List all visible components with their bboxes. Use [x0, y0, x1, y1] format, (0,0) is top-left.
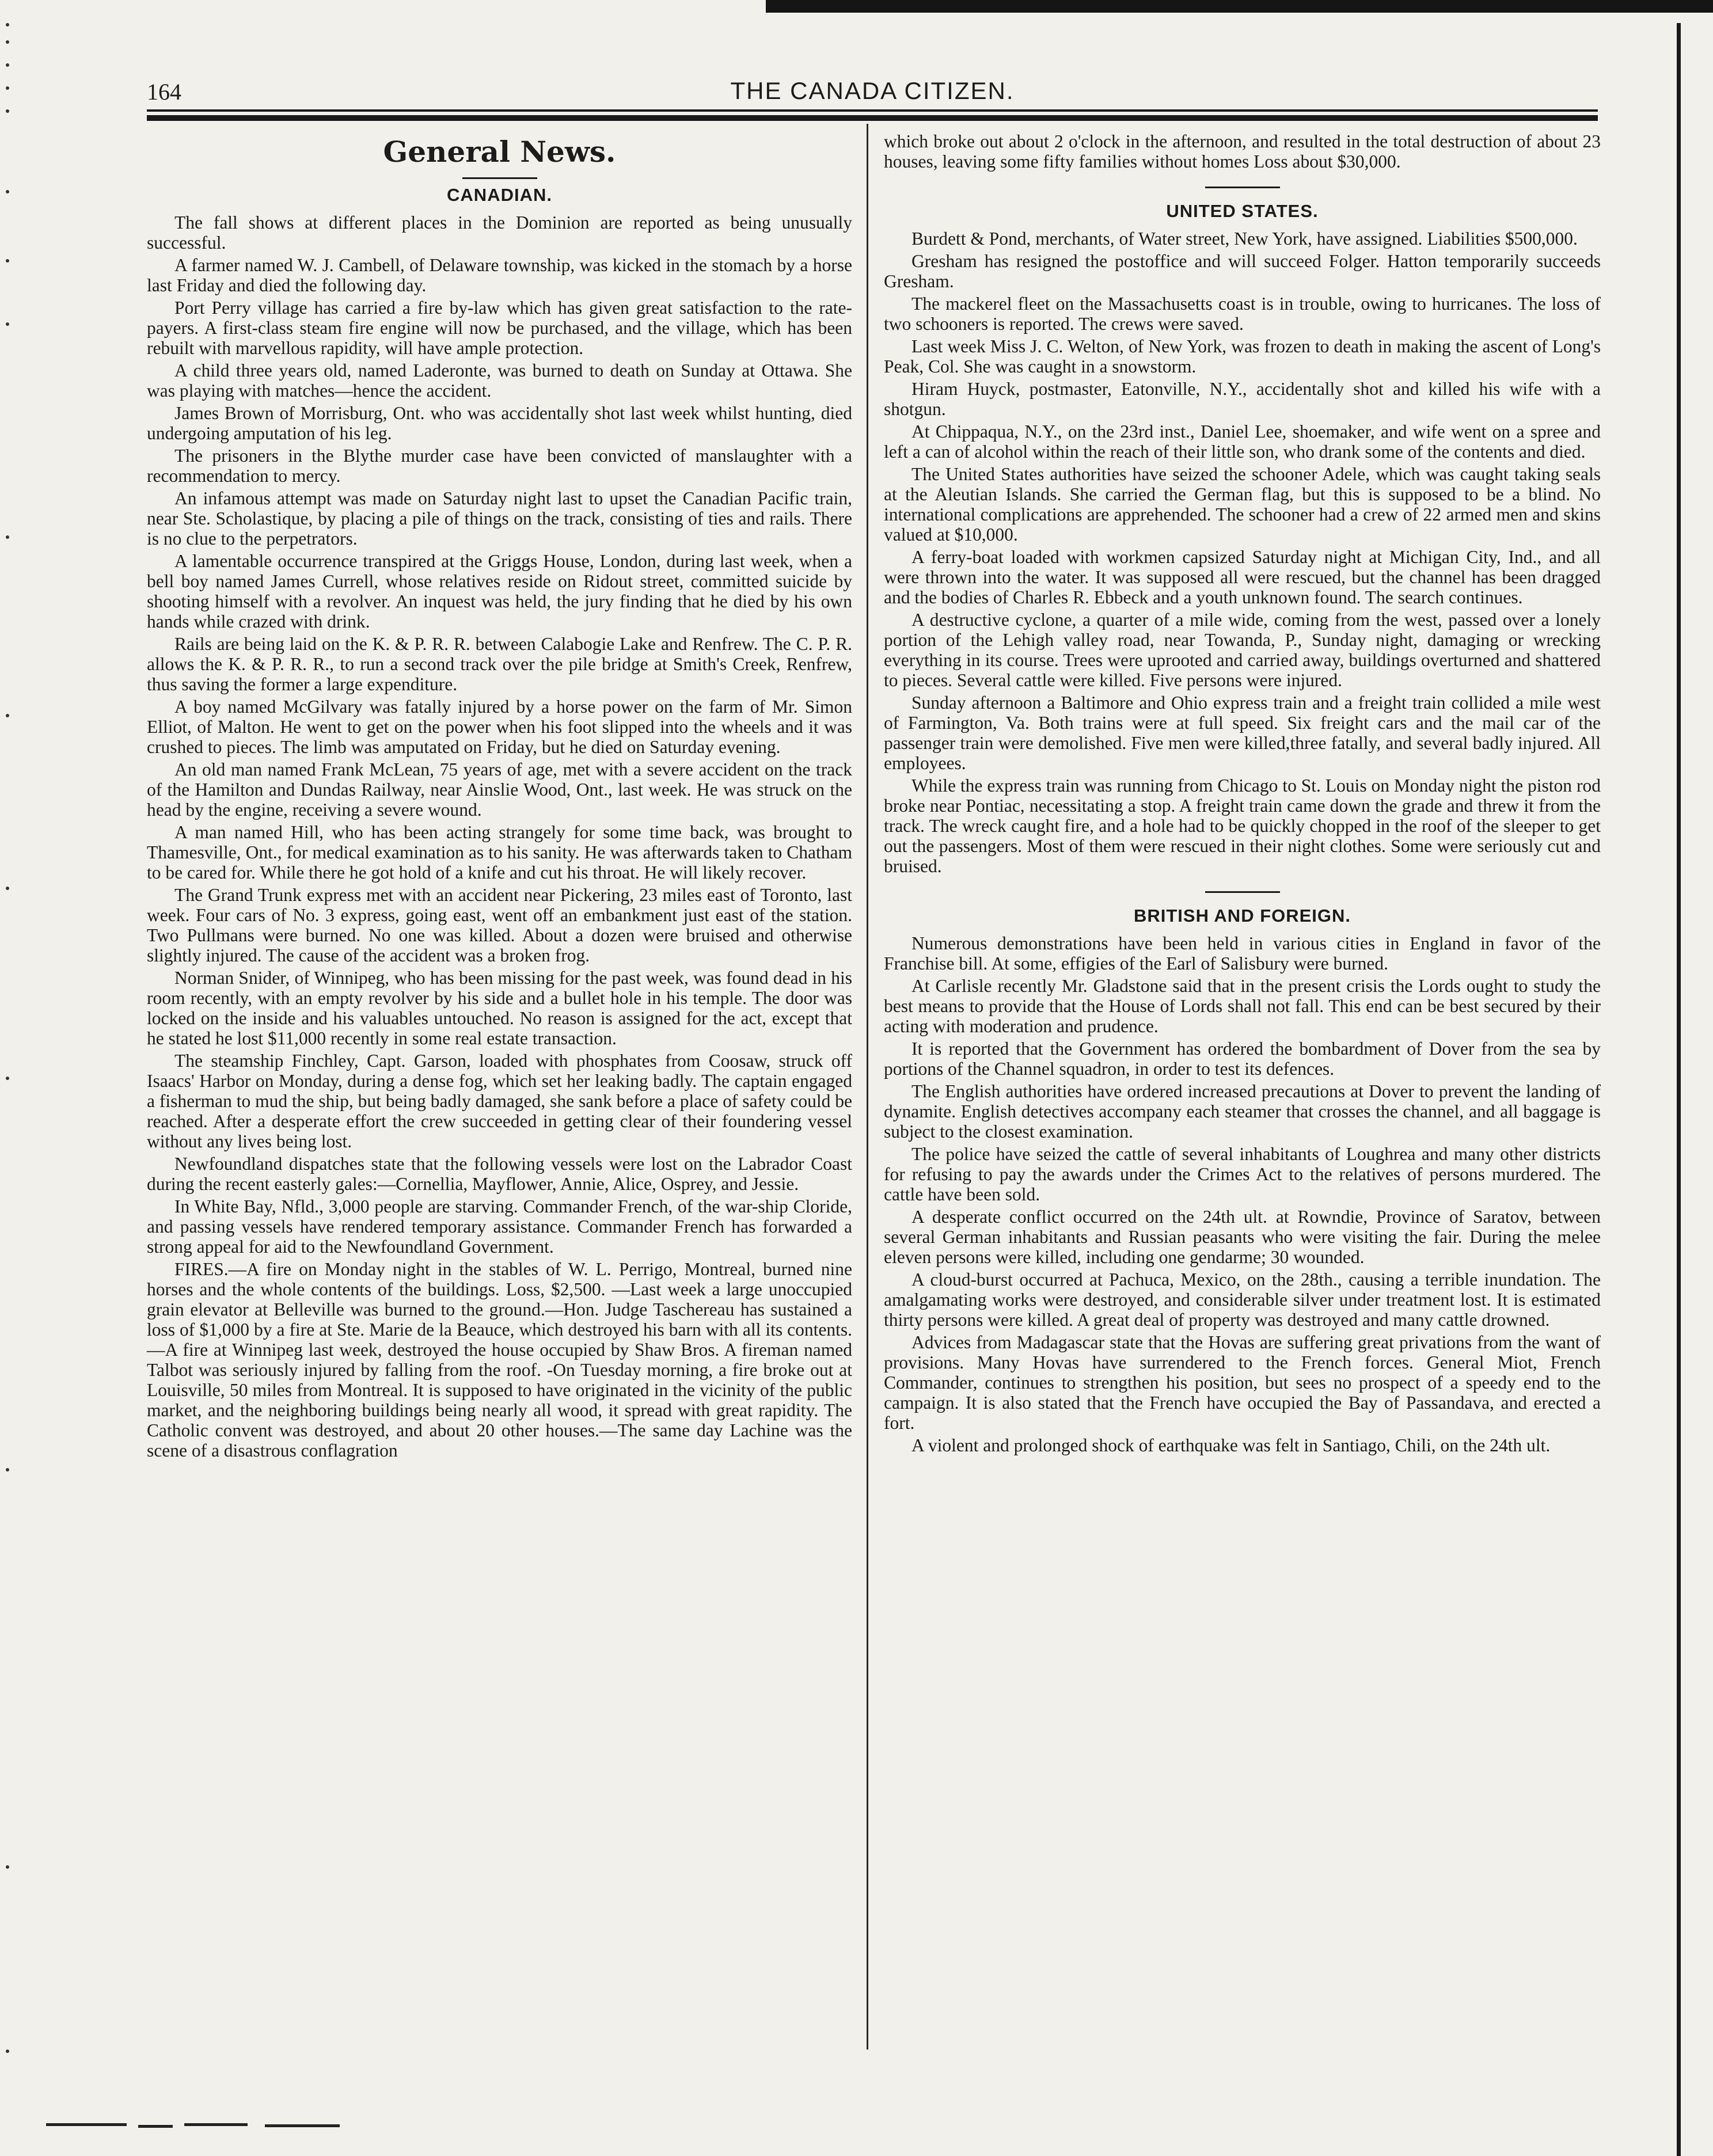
news-item: Last week Miss J. C. Welton, of New York, was frozen to death in making the ascent of Long's Peak, Col. She was caught in a snowstorm.	[884, 336, 1601, 377]
left-column	[147, 131, 852, 1463]
news-item: The police have seized the cattle of several inhabitants of Loughrea and many other districts for refusing to pay the awards under the Crimes Act to the relatives of persons murdered. The cattle have been sold.	[884, 1144, 1601, 1204]
news-item: Advices from Madagascar state that the Hovas are suffering great privations from the want of provisions. Many Hovas have surrendered to the French forces. General Miot, French Commander, continues to strengthen his position, but sees no prospect of a speedy end to the campaign. It is also stated that the French have occupied the Bay of Passandava, and erected a fort.	[884, 1332, 1601, 1433]
news-item: Hiram Huyck, postmaster, Eatonville, N.Y., accidentally shot and killed his wife with a shotgun.	[884, 379, 1601, 419]
news-item: An infamous attempt was made on Saturday night last to upset the Canadian Pacific train, near Ste. Scholastique, by placing a pile of things on the track, consisting of ties and rails. There is no clue to the perpetrators.	[147, 488, 852, 549]
news-item: James Brown of Morrisburg, Ont. who was accidentally shot last week whilst hunting, died undergoing amputation of his leg.	[147, 403, 852, 443]
page-number: 164	[147, 79, 181, 105]
news-item: The mackerel fleet on the Massachusetts coast is in trouble, owing to hurricanes. The loss of two schooners is reported. The crews were saved.	[884, 294, 1601, 334]
newspaper-title: THE CANADA CITIZEN.	[730, 77, 1015, 104]
news-item: At Chippaqua, N.Y., on the 23rd inst., Daniel Lee, shoemaker, and wife went on a spree and left a can of alcohol within the reach of their little son, who drank some of the contents and died.	[884, 421, 1601, 462]
page-edge-rule	[1677, 23, 1681, 2156]
news-item: The United States authorities have seized the schooner Adele, which was caught taking seals at the Aleutian Islands. She carried the German flag, but this is supposed to be a blind. No international complications are apprehended. The schooner had a crew of 22 armed men and skins valued at $10,000.	[884, 464, 1601, 545]
subhead-british-foreign: BRITISH AND FOREIGN.	[1133, 906, 1351, 926]
news-item: Newfoundland dispatches state that the following vessels were lost on the Labrador Coast during the recent easterly gales:—Cornellia, Mayflower, Annie, Alice, Osprey, and Jessie.	[147, 1154, 852, 1194]
news-item: In White Bay, Nfld., 3,000 people are starving. Commander French, of the war-ship Cloride, and passing vessels have rendered temporary assistance. Commander French has forwarded a strong appeal for aid to the Newfoundland Government.	[147, 1196, 852, 1257]
news-item: A desperate conflict occurred on the 24th ult. at Rowndie, Province of Saratov, between several German inhabitants and Russian peasants who were visiting the fair. During the melee eleven persons were killed, including one gendarme; 30 wounded.	[884, 1207, 1601, 1267]
news-item: It is reported that the Government has ordered the bombardment of Dover from the sea by portions of the Channel squadron, in order to test its defences.	[884, 1039, 1601, 1079]
section-title: General News.	[383, 135, 616, 169]
section-rule	[462, 177, 537, 179]
us-articles	[884, 229, 1601, 876]
news-item: A lamentable occurrence transpired at the Griggs House, London, during last week, when a bell boy named James Currell, whose relatives reside on Ridout street, committed suicide by shooting himself with a revolver. An inquest was held, the jury finding that he died by his own hands while crazed with drink.	[147, 551, 852, 632]
column-divider	[867, 124, 868, 2049]
news-item: An old man named Frank McLean, 75 years of age, met with a severe accident on the track of the Hamilton and Dundas Railway, near Ainslie Wood, Ont., last week. He was struck on the head by the engine, receiving a severe wound.	[147, 759, 852, 820]
news-item: A child three years old, named Laderonte, was burned to death on Sunday at Ottawa. She was playing with matches—hence the accident.	[147, 360, 852, 401]
section-rule	[1205, 187, 1280, 188]
continued-text: which broke out about 2 o'clock in the afternoon, and resulted in the total destruction of about 23 houses, leaving some fifty families without homes Loss about $30,000.	[884, 131, 1601, 172]
news-item: The steamship Finchley, Capt. Garson, loaded with phosphates from Coosaw, struck off Isaacs' Harbor on Monday, during a dense fog, which set her leaking badly. The captain engaged a fisherman to mud the ship, but being badly damaged, she sank before a place of safety could be reached. After a desperate effort the crew succeeded in getting clear of their foundering vessel without any lives being lost.	[147, 1051, 852, 1151]
news-item: The English authorities have ordered increased precautions at Dover to prevent the landing of dynamite. English detectives accompany each steamer that crosses the channel, and all baggage is subject to the closest examination.	[884, 1081, 1601, 1142]
subhead-united-states: UNITED STATES.	[1166, 201, 1319, 221]
news-item: Sunday afternoon a Baltimore and Ohio express train and a freight train collided a mile west of Farmington, Va. Both trains were at full speed. Six freight cars and the mail car of the passenger train were demolished. Five men were killed,three fatally, and several badly injured. All employees.	[884, 693, 1601, 773]
top-ink-bar	[766, 0, 1713, 13]
header-rule-thick	[147, 115, 1598, 121]
news-item: The Grand Trunk express met with an accident near Pickering, 23 miles east of Toronto, last week. Four cars of No. 3 express, going east, went off an embankment just east of the station. Two Pullmans were burned. No one was killed. About a dozen were bruised and otherwise slightly injured. The cause of the accident was a broken frog.	[147, 885, 852, 965]
print-smudge	[46, 2120, 345, 2130]
news-item: A violent and prolonged shock of earthquake was felt in Santiago, Chili, on the 24th ult.	[911, 1435, 1551, 1455]
news-item: The fall shows at different places in the Dominion are reported as being unusually successful.	[147, 212, 852, 253]
right-column	[884, 131, 1601, 1458]
subhead-canadian: CANADIAN.	[447, 185, 552, 205]
news-item: Rails are being laid on the K. & P. R. R. between Calabogie Lake and Renfrew. The C. P. R. allows the K. & P. R. R., to run a second track over the pile bridge at Smith's Creek, Renfrew, thus saving the former a large expenditure.	[147, 634, 852, 694]
news-item: A farmer named W. J. Cambell, of Delaware township, was kicked in the stomach by a horse last Friday and died the following day.	[147, 255, 852, 295]
binding-margin	[0, 0, 17, 2156]
page-header	[147, 74, 1598, 108]
news-item: Burdett & Pond, merchants, of Water street, New York, have assigned. Liabilities $500,000.	[911, 229, 1578, 249]
news-item: Gresham has resigned the postoffice and will succeed Folger. Hatton temporarily succeeds Gresham.	[884, 251, 1601, 291]
news-item: A cloud-burst occurred at Pachuca, Mexico, on the 28th., causing a terrible inundation. The amalgamating works were destroyed, and considerable silver under treatment lost. It is estimated thirty persons were killed. A great deal of property was destroyed and many cattle drowned.	[884, 1269, 1601, 1330]
news-item: A boy named McGilvary was fatally injured by a horse power on the farm of Mr. Simon Elliot, of Malton. He went to get on the power when his foot slipped into the wheels and it was crushed to pieces. The limb was amputated on Friday, but he died on Saturday evening.	[147, 697, 852, 757]
news-item: A destructive cyclone, a quarter of a mile wide, coming from the west, passed over a lonely portion of the Lehigh valley road, near Towanda, P., Sunday night, damaging or wrecking everything in its course. Trees were uprooted and carried away, buildings overturned and shattered to pieces. Several cattle were killed. Five persons were injured.	[884, 610, 1601, 690]
news-item: A man named Hill, who has been acting strangely for some time back, was brought to Thamesville, Ont., for medical examination as to his sanity. He was afterwards taken to Chatham to be cared for. While there he got hold of a knife and cut his throat. He will likely recover.	[147, 822, 852, 883]
news-item: Port Perry village has carried a fire by-law which has given great satisfaction to the rate-payers. A first-class steam fire engine will now be purchased, and the village, which has been rebuilt with marvellous rapidity, will have ample protection.	[147, 298, 852, 358]
news-item: At Carlisle recently Mr. Gladstone said that in the present crisis the Lords ought to study the best means to provide that the House of Lords shall not fall. This end can be best secured by their acting with moderation and prudence.	[884, 976, 1601, 1036]
news-item-fires: FIRES.—A fire on Monday night in the stables of W. L. Perrigo, Montreal, burned nine horses and the whole contents of the buildings. Loss, $2,500. —Last week a large unoccupied grain elevator at Belleville was burned to the ground.—Hon. Judge Taschereau has sustained a loss of $1,000 by a fire at Ste. Marie de la Beauce, which destroyed his barn with all its contents.—A fire at Winnipeg last week, destroyed the house occupied by Shaw Bros. A fireman named Talbot was seriously injured by falling from the roof. -On Tuesday morning, a fire broke out at Louisville, 50 miles from Montreal. It is supposed to have originated in the vicinity of the public market, and the neighboring buildings being nearly all wood, it spread with great rapidity. The Catholic convent was destroyed, and about 20 other houses.—The same day Lachine was the scene of a disastrous conflagration	[147, 1259, 852, 1461]
news-item: While the express train was running from Chicago to St. Louis on Monday night the piston rod broke near Pontiac, necessitating a stop. A freight train came down the grade and threw it from the track. The wreck caught fire, and a hole had to be quickly chopped in the roof of the sleeper to get out the passengers. Most of them were rescued in their night clothes. Some were seriously cut and bruised.	[884, 775, 1601, 876]
news-item: The prisoners in the Blythe murder case have been convicted of manslaughter with a recommendation to mercy.	[147, 446, 852, 486]
news-item: Norman Snider, of Winnipeg, who has been missing for the past week, was found dead in his room recently, with an empty revolver by his side and a bullet hole in his temple. The door was locked on the inside and his valuables untouched. No reason is assigned for the act, except that he stated he lost $11,000 recently in some real estate transaction.	[147, 968, 852, 1048]
header-rule-thin	[147, 109, 1598, 112]
news-item: A ferry-boat loaded with workmen capsized Saturday night at Michigan City, Ind., and all were thrown into the water. It was supposed all were rescued, but the channel has been dragged and the bodies of Charles R. Ebbeck and a youth unknown found. The search continues.	[884, 547, 1601, 607]
news-item: Numerous demonstrations have been held in various cities in England in favor of the Franchise bill. At some, effigies of the Earl of Salisbury were burned.	[884, 933, 1601, 974]
section-rule	[1205, 891, 1280, 893]
canadian-articles	[147, 212, 852, 1461]
british-foreign-articles	[884, 933, 1601, 1455]
